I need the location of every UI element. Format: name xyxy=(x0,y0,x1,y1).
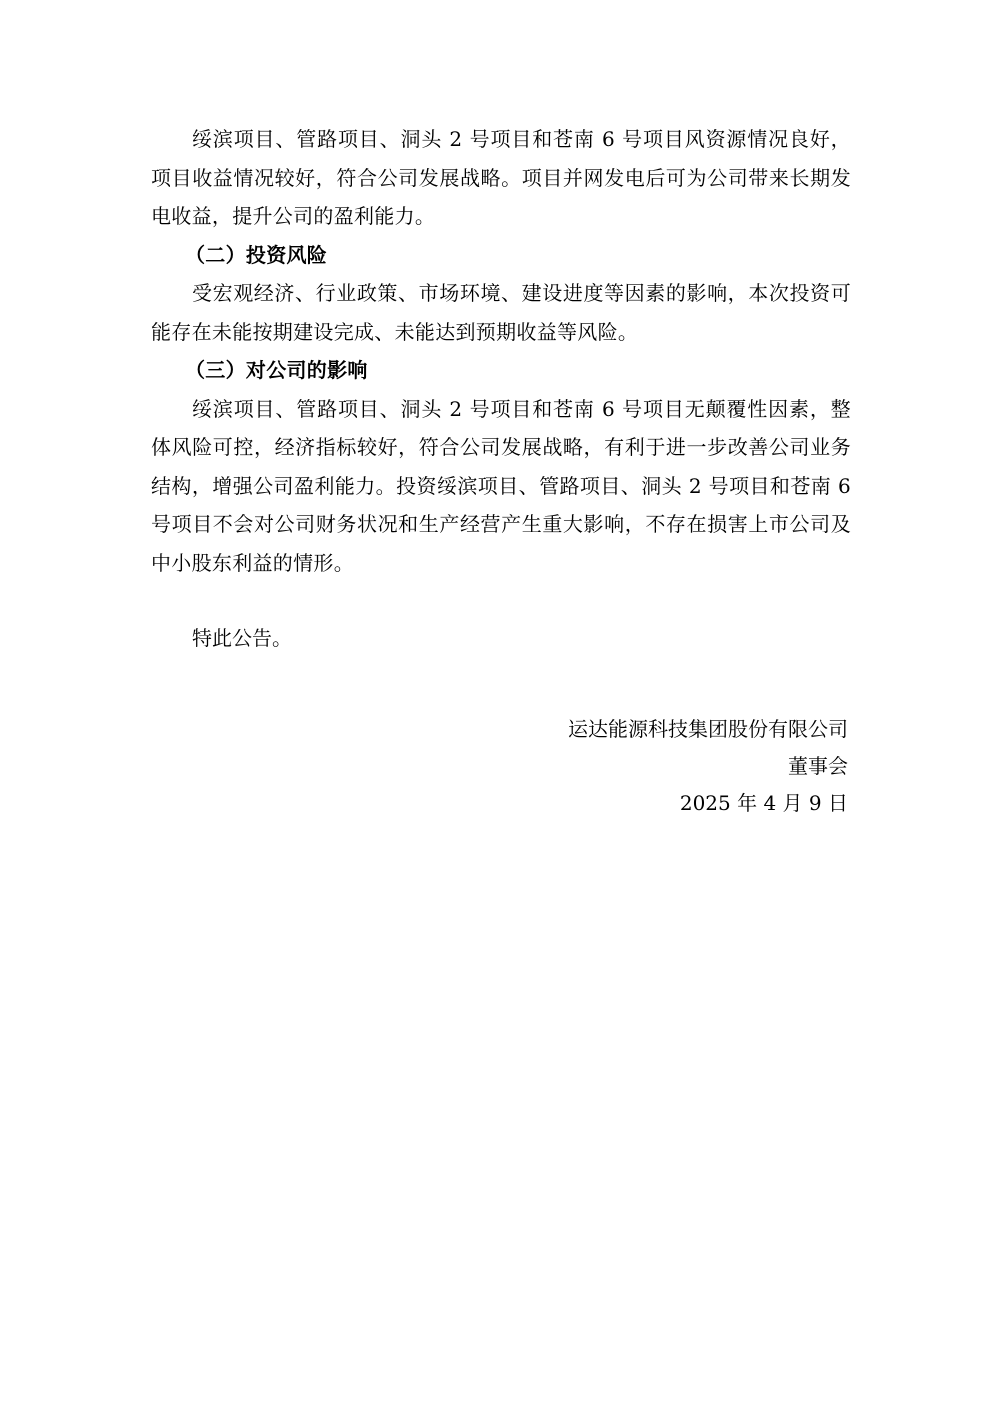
document-body xyxy=(151,120,851,658)
heading-company-impact: （三）对公司的影响 xyxy=(185,358,368,382)
heading-investment-risk: （二）投资风险 xyxy=(185,242,328,267)
paragraph-project-benefits: 绥滨项目、管路项目、洞头 2 号项目和苍南 6 号项目风资源情况良好，项目收益情况较好，符合公司发展战略。项目并网发电后可为公司带来长期发电收益，提升公司的盈利能力。 xyxy=(151,127,851,228)
signature-block xyxy=(568,711,848,822)
paragraph-investment-risk: 受宏观经济、行业政策、市场环境、建设进度等因素的影响，本次投资可能存在未能按期建设完成、未能达到预期收益等风险。 xyxy=(151,281,851,344)
paragraph-company-impact: 绥滨项目、管路项目、洞头 2 号项目和苍南 6 号项目无颠覆性因素，整体风险可控，经济指标较好，符合公司发展战略，有利于进一步改善公司业务结构，增强公司盈利能力。投资绥滨项目、管路项目、洞头 2 号项目和苍南 6 号项目不会对公司财务状况和生产经营产生重大影响，不存在损害上市公司及中小股东利益的情形。 xyxy=(151,396,851,575)
signature-date: 2025 年 4 月 9 日 xyxy=(679,791,848,815)
signature-board: 董事会 xyxy=(788,754,848,778)
signature-company: 运达能源科技集团股份有限公司 xyxy=(568,717,848,741)
closing-statement: 特此公告。 xyxy=(192,626,292,650)
